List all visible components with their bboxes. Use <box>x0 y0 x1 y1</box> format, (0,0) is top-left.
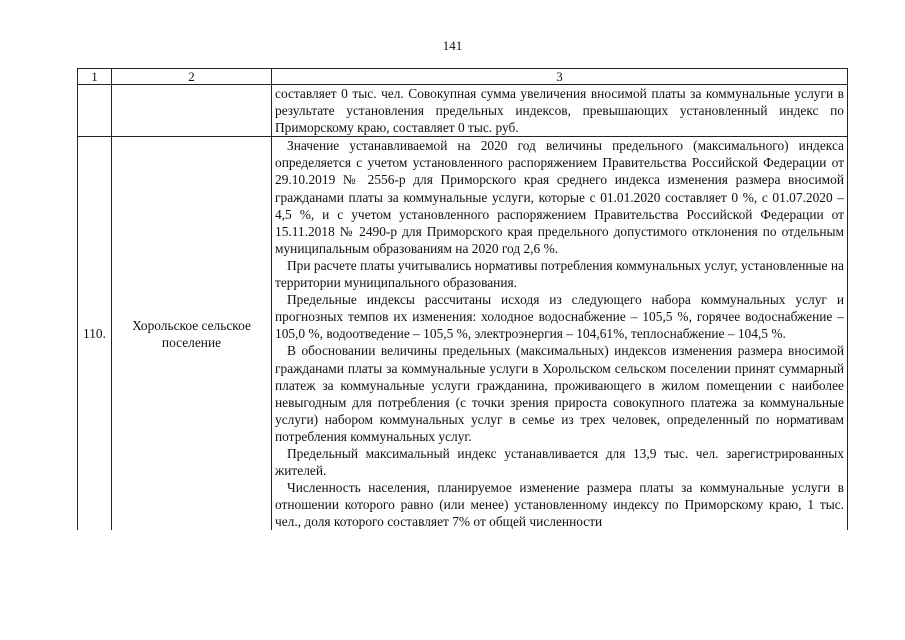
continuation-number-cell <box>78 85 112 137</box>
document-table <box>77 68 848 530</box>
continuation-row <box>78 85 848 137</box>
row-number-cell: 110. <box>78 137 112 531</box>
continuation-text-cell: составляет 0 тыс. чел. Совокупная сумма увеличения вносимой платы за коммунальные услуги в результате установления предельных индексов, превышающих установленный индекс по Приморскому краю, составляет 0 тыс. руб. <box>272 85 848 137</box>
paragraph-service-set: Предельные индексы рассчитаны исходя из следующего набора коммунальных услуг и прогнозных темпов их изменения: холодное водоснабжение – 105,5 %, горячее водоснабжение – 105,0 %, водоотведение – 105,5 %, электроэнергия – 104,61%, теплоснабжение – 104,5 %. <box>275 292 844 342</box>
paragraph-population-share: Численность населения, планируемое изменение размера платы за коммунальные услуги в отношении которого равно (или менее) установленному индексу по Приморскому краю, 1 тыс. чел., доля которого составляет 7% от общей численности <box>275 480 844 530</box>
paragraph-population-max: Предельный максимальный индекс устанавливается для 13,9 тыс. чел. зарегистрированных жителей. <box>275 445 844 479</box>
continuation-name-cell <box>112 85 272 137</box>
description-cell <box>272 137 848 531</box>
column-header-3: 3 <box>272 69 848 85</box>
page-number: 141 <box>442 38 463 53</box>
table-header-row <box>78 69 848 85</box>
column-header-1: 1 <box>78 69 112 85</box>
paragraph-justification: В обосновании величины предельных (максимальных) индексов изменения размера вносимой гражданами платы за коммунальные услуги в Хорольском сельском поселении принят суммарный платеж за коммунальные услуги гражданина, проживающего в жилом помещении с наиболее невыгодным для потребления (с точки зрения прироста совокупного платежа за коммунальные услуги) набором коммунальных услуг в семье из трех человек, определенный по нормативам потребления коммунальных услуг. <box>275 343 844 444</box>
paragraph-norms: При расчете платы учитывались нормативы потребления коммунальных услуг, установленные на территории муниципального образования. <box>275 257 844 291</box>
paragraph-index-value: Значение устанавливаемой на 2020 год величины предельного (максимального) индекса определяется с учетом установленного распоряжением Правительства Российской Федерации от 29.10.2019 № 2556-р для Приморского края среднего индекса изменения размера вносимой гражданами платы за коммунальные услуги, которые с 01.01.2020 составляет 0 %, с 01.07.2020 – 4,5 %, и с учетом установленного распоряжением Правительства Российской Федерации от 15.11.2018 № 2490-р для Приморского края предельного допустимого отклонения по отдельным муниципальным образованиям на 2020 год 2,6 %. <box>275 138 844 256</box>
municipality-name-cell: Хорольское сельское поселение <box>112 137 272 531</box>
table-row <box>78 137 848 531</box>
column-header-2: 2 <box>112 69 272 85</box>
